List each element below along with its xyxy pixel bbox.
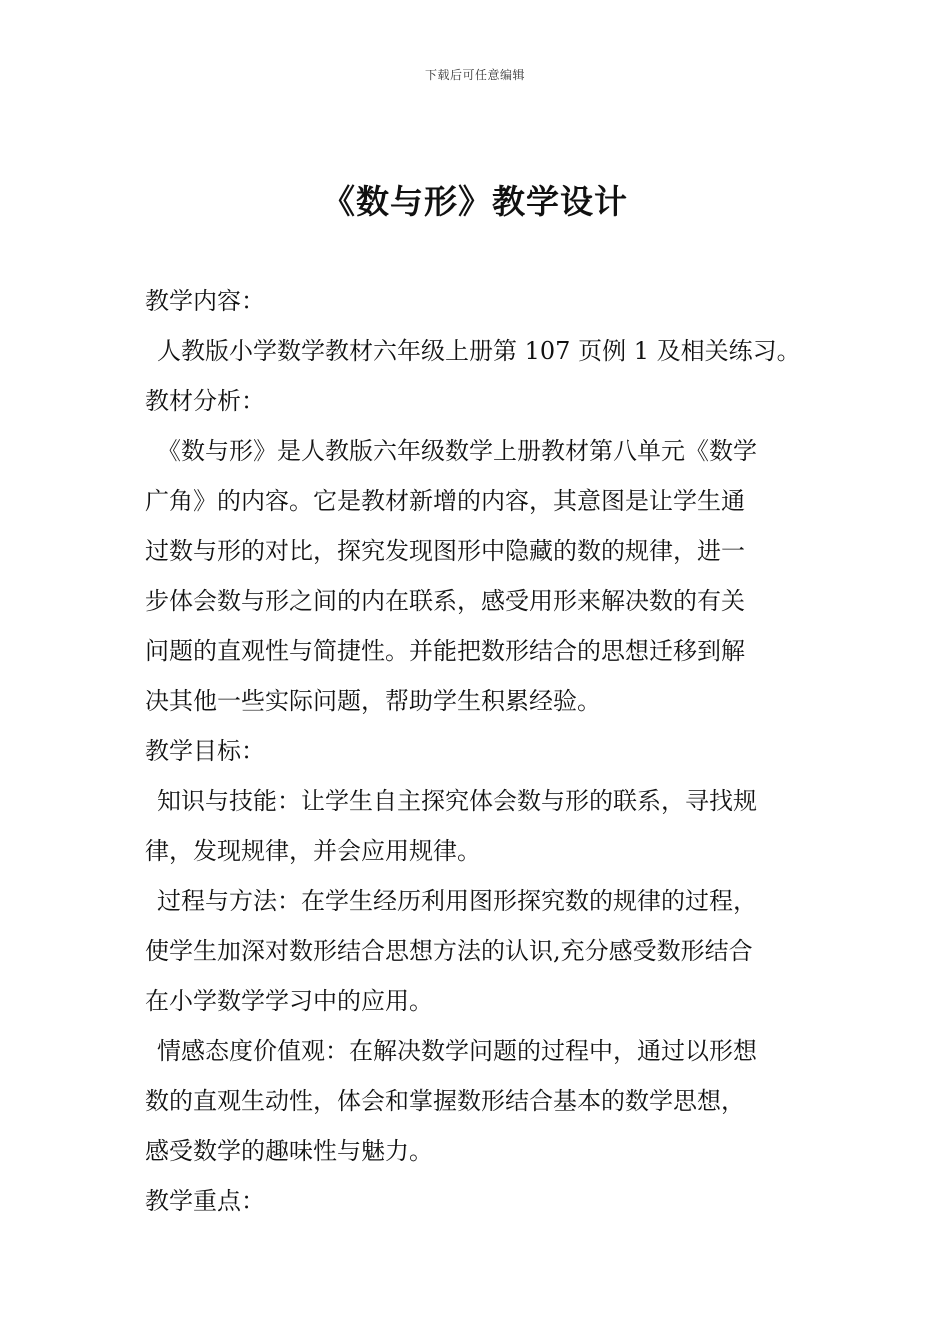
- paragraph-line: 人教版小学数学教材六年级上册第 107 页例 1 及相关练习。: [157, 337, 801, 365]
- paragraph-line: 《数与形》是人教版六年级数学上册教材第八单元《数学: [157, 437, 757, 465]
- paragraph-line: 感受数学的趣味性与魅力。: [145, 1137, 433, 1165]
- paragraph-line: 广角》的内容。它是教材新增的内容，其意图是让学生通: [145, 487, 745, 515]
- paragraph-line: 决其他一些实际问题，帮助学生积累经验。: [145, 687, 601, 715]
- section-heading-content: 教学内容：: [145, 287, 265, 315]
- document-body: [145, 276, 807, 1226]
- paragraph-line: 情感态度价值观：在解决数学问题的过程中，通过以形想: [157, 1037, 757, 1065]
- paragraph-line: 使学生加深对数形结合思想方法的认识,充分感受数形结合: [145, 937, 753, 965]
- header-note: 下载后可任意编辑: [424, 68, 525, 82]
- paragraph-line: 过程与方法：在学生经历利用图形探究数的规律的过程，: [157, 887, 757, 915]
- paragraph-line: 步体会数与形之间的内在联系，感受用形来解决数的有关: [145, 587, 745, 615]
- document-title: 《数与形》教学设计: [322, 182, 628, 221]
- paragraph-line: 过数与形的对比，探究发现图形中隐藏的数的规律，进一: [145, 537, 745, 565]
- section-heading-key-points: 教学重点：: [145, 1187, 265, 1215]
- section-heading-analysis: 教材分析：: [145, 387, 265, 415]
- paragraph-line: 律，发现规律，并会应用规律。: [145, 837, 481, 865]
- paragraph-line: 在小学数学学习中的应用。: [145, 987, 433, 1015]
- section-heading-objectives: 教学目标：: [145, 737, 265, 765]
- paragraph-line: 知识与技能：让学生自主探究体会数与形的联系，寻找规: [157, 787, 757, 815]
- paragraph-line: 问题的直观性与简捷性。并能把数形结合的思想迁移到解: [145, 637, 745, 665]
- paragraph-line: 数的直观生动性，体会和掌握数形结合基本的数学思想，: [145, 1087, 745, 1115]
